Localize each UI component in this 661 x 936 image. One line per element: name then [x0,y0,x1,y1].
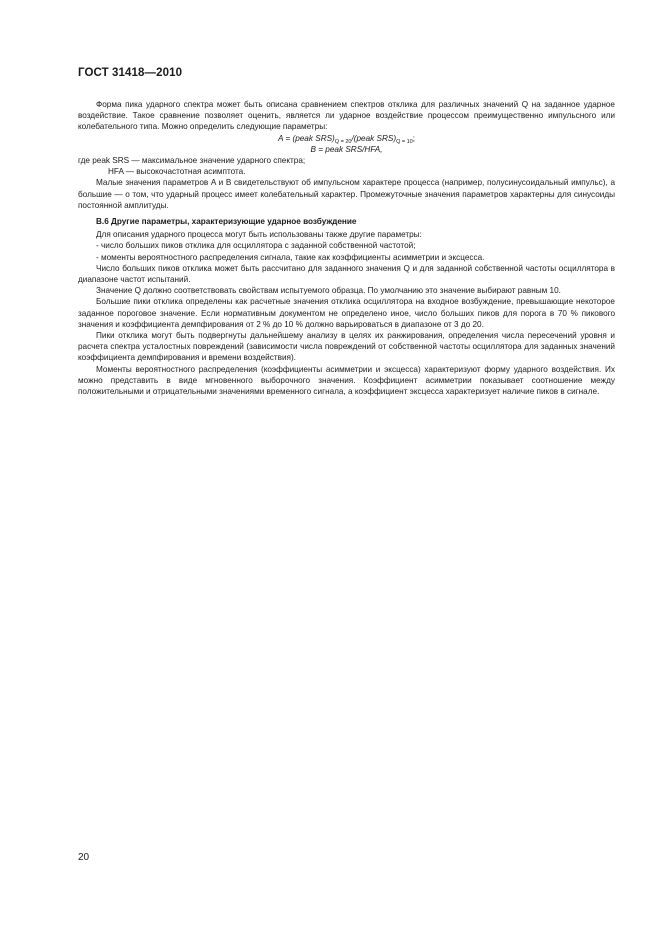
formula-a [78,133,615,144]
paragraph-small-values: Малые значения параметров A и B свидетельствуют об импульсном характере процесса (например, полусинусоидальный импульс), а большие — о том, что ударный процесс имеет колебательный характер. Промежуточные значения параметров характерны для синусоиды постоянной амплитуды. [78,178,615,210]
formula-a-subscript-2: Q = 10 [396,138,413,145]
where-line-1: где peak SRS — максимальное значение ударного спектра; [78,156,306,166]
formula-a-subscript-1: Q = 20 [334,138,352,145]
document-header: ГОСТ 31418—2010 [78,67,183,79]
formula-b [78,144,615,155]
page-number: 20 [78,852,90,863]
formula-a-text: A = (peak SRS) [277,133,335,143]
section-title-b6: B.6 Другие параметры, характеризующие ударное возбуждение [96,217,357,227]
paragraph-large-peaks: Большие пики отклика определены как расчетные значения отклика осциллятора на входное возбуждение, превышающие некоторое заданное пороговое значение. Если нормативным документом не определено иное, число больших пиков для порога в 70 % пикового значения и коэффициента демпфирования от 2 % до 10 % должно варьироваться в диапазоне от 3 до 20. [78,297,615,329]
bullet-peaks: - число больших пиков отклика для осциллятора с заданной собственной частотой; [96,241,416,251]
paragraph-moments: Моменты вероятностного распределения (коэффициенты асимметрии и эксцесса) характеризуют форму ударного воздействия. Их можно представить в виде мгновенного выборочного значения. Коэффициент асимметрии показывает соотношение между положительными и отрицательными значениями временного сигнала, а коэффициент эксцесса характеризует наличие пиков в сигнале. [78,364,615,397]
formula-a-end: ; [412,133,416,143]
formula-a-middle: /(peak SRS) [351,133,397,143]
bullet-moments: - моменты вероятностного распределения сигнала, такие как коэффициенты асимметрии и эксцесса. [96,252,485,262]
paragraph-intro: Форма пика ударного спектра может быть описана сравнением спектров отклика для различных значений Q на заданное ударное воздействие. Такое сравнение позволяет оценить, является ли ударное воздействие процессом преимущественно импульсного или колебательного типа. Можно определить следующие параметры: [78,100,615,132]
paragraph-q-value: Значение Q должно соответствовать свойствам испытуемого образца. По умолчанию это значение выбирают равным 10. [96,286,561,296]
paragraph-other-params: Для описания ударного процесса могут быть использованы также другие параметры: [96,230,422,240]
where-line-2: HFA — высокочастотная асимптота. [108,167,246,177]
document-body [78,99,615,397]
paragraph-peak-count: Число больших пиков отклика может быть рассчитано для заданного значения Q и для заданной собственной частоты осциллятора в диапазоне частот испытаний. [78,263,615,285]
formula-b-text: B = peak SRS/HFA, [310,144,383,154]
paragraph-peak-analysis: Пики отклика могут быть подвергнуты дальнейшему анализу в целях их ранжирования, определения числа пересечений уровня и расчета спектра усталостных повреждений (зависимости числа повреждений от собственной частоты осциллятора для заданных значений коэффициента демпфирования и времени воздействия). [78,331,615,363]
